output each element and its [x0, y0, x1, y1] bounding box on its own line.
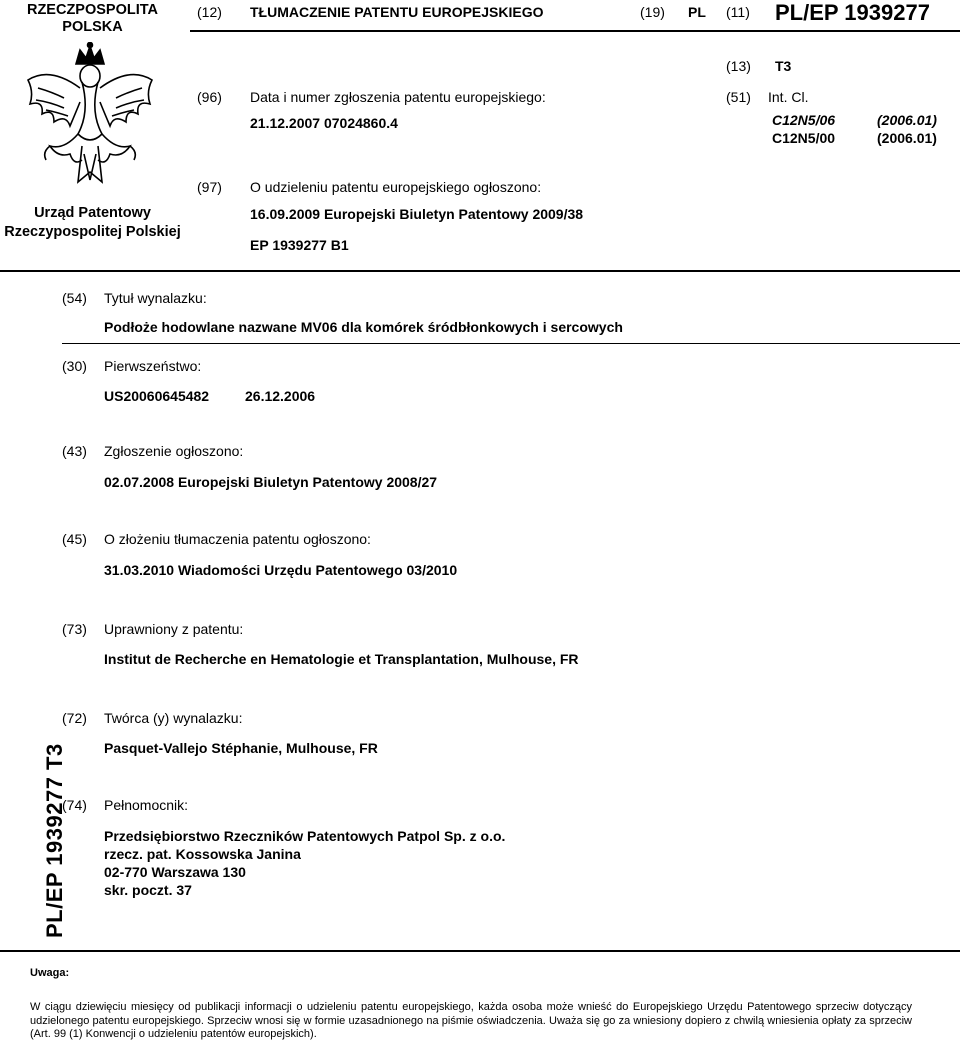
- code-30: (30): [62, 358, 87, 374]
- priority-date: 26.12.2006: [245, 388, 316, 404]
- attorney-line-2: rzecz. pat. Kossowska Janina: [104, 846, 301, 862]
- header-divider: [190, 30, 960, 32]
- translation-pub-label: O złożeniu tłumaczenia patentu ogłoszono:: [104, 531, 371, 547]
- translation-pub-value: 31.03.2010 Wiadomości Urzędu Patentowego 03/2010: [104, 562, 458, 578]
- grant-value: 16.09.2009 Europejski Biuletyn Patentowy 2009/38: [250, 206, 584, 222]
- code-19: (19): [640, 4, 665, 20]
- note-heading: Uwaga:: [30, 967, 70, 979]
- note-text: W ciągu dziewięciu miesięcy od publikacji informacji o udzieleniu patentu europejskiego, każda osoba może wnieść do Europejskiego Urzędu Patentowego sprzeciw dotyczący udzielonego patentu europejskiego. Sprzeciw wnosi się w formie uzasadnionego na piśmie oświadczenia. Uważa się go za wniesiony dopiero z chwilą wniesienia opłaty za sprzeciw (Art. 99 (1) Konwencji o udzieleniu patentów europejskich).: [30, 1001, 912, 1040]
- section-divider: [0, 270, 960, 272]
- side-patent-label: PL/EP 1939277 T3: [42, 743, 67, 938]
- int-cl-class-1: C12N5/06: [772, 112, 836, 128]
- inventor-value: Pasquet-Vallejo Stéphanie, Mulhouse, FR: [104, 740, 378, 756]
- int-cl-class-2: C12N5/00: [772, 130, 836, 146]
- code-97: (97): [197, 179, 222, 195]
- title-divider: [62, 343, 960, 344]
- inventor-label: Twórca (y) wynalazku:: [104, 710, 243, 726]
- proprietor-value: Institut de Recherche en Hematologie et Transplantation, Mulhouse, FR: [104, 651, 579, 667]
- patent-office-name: Urząd Patentowy Rzeczypospolitej Polskiej: [4, 205, 181, 240]
- attorney-line-4: skr. poczt. 37: [104, 882, 192, 898]
- code-12: (12): [197, 4, 222, 20]
- invention-title: Podłoże hodowlane nazwane MV06 dla komórek śródbłonkowych i sercowych: [104, 319, 623, 335]
- code-43: (43): [62, 443, 87, 459]
- code-51: (51): [726, 89, 751, 105]
- footer-divider: [0, 950, 960, 952]
- code-13: (13): [726, 58, 751, 74]
- filing-label: Data i numer zgłoszenia patentu europejskiego:: [250, 89, 546, 105]
- application-pub-value: 02.07.2008 Europejski Biuletyn Patentowy 2008/27: [104, 474, 438, 490]
- int-cl-label: Int. Cl.: [768, 89, 809, 105]
- grant-label: O udzieleniu patentu europejskiego ogłoszono:: [250, 179, 542, 195]
- code-72: (72): [62, 710, 87, 726]
- attorney-label: Pełnomocnik:: [104, 797, 189, 813]
- kind-code: T3: [775, 58, 792, 74]
- attorney-line-3: 02-770 Warszawa 130: [104, 864, 246, 880]
- code-11: (11): [726, 4, 750, 20]
- int-cl-version-1: (2006.01): [877, 112, 937, 128]
- document-type: TŁUMACZENIE PATENTU EUROPEJSKIEGO: [250, 4, 544, 20]
- code-96: (96): [197, 89, 222, 105]
- code-74: (74): [62, 797, 87, 813]
- attorney-line-1: Przedsiębiorstwo Rzeczników Patentowych Patpol Sp. z o.o.: [104, 828, 506, 844]
- code-54: (54): [62, 290, 87, 306]
- proprietor-label: Uprawniony z patentu:: [104, 621, 244, 637]
- patent-number: PL/EP 1939277: [775, 0, 930, 25]
- ep-number: EP 1939277 B1: [250, 237, 349, 253]
- title-label: Tytuł wynalazku:: [104, 290, 207, 306]
- country-name: RZECZPOSPOLITA POLSKA: [26, 2, 159, 35]
- code-73: (73): [62, 621, 87, 637]
- country-code: PL: [688, 4, 706, 20]
- int-cl-version-2: (2006.01): [877, 130, 937, 146]
- code-45: (45): [62, 531, 87, 547]
- filing-value: 21.12.2007 07024860.4: [250, 115, 398, 131]
- application-pub-label: Zgłoszenie ogłoszono:: [104, 443, 244, 459]
- priority-number: US20060645482: [104, 388, 210, 404]
- priority-label: Pierwszeństwo:: [104, 358, 202, 374]
- eagle-emblem-icon: [20, 42, 160, 192]
